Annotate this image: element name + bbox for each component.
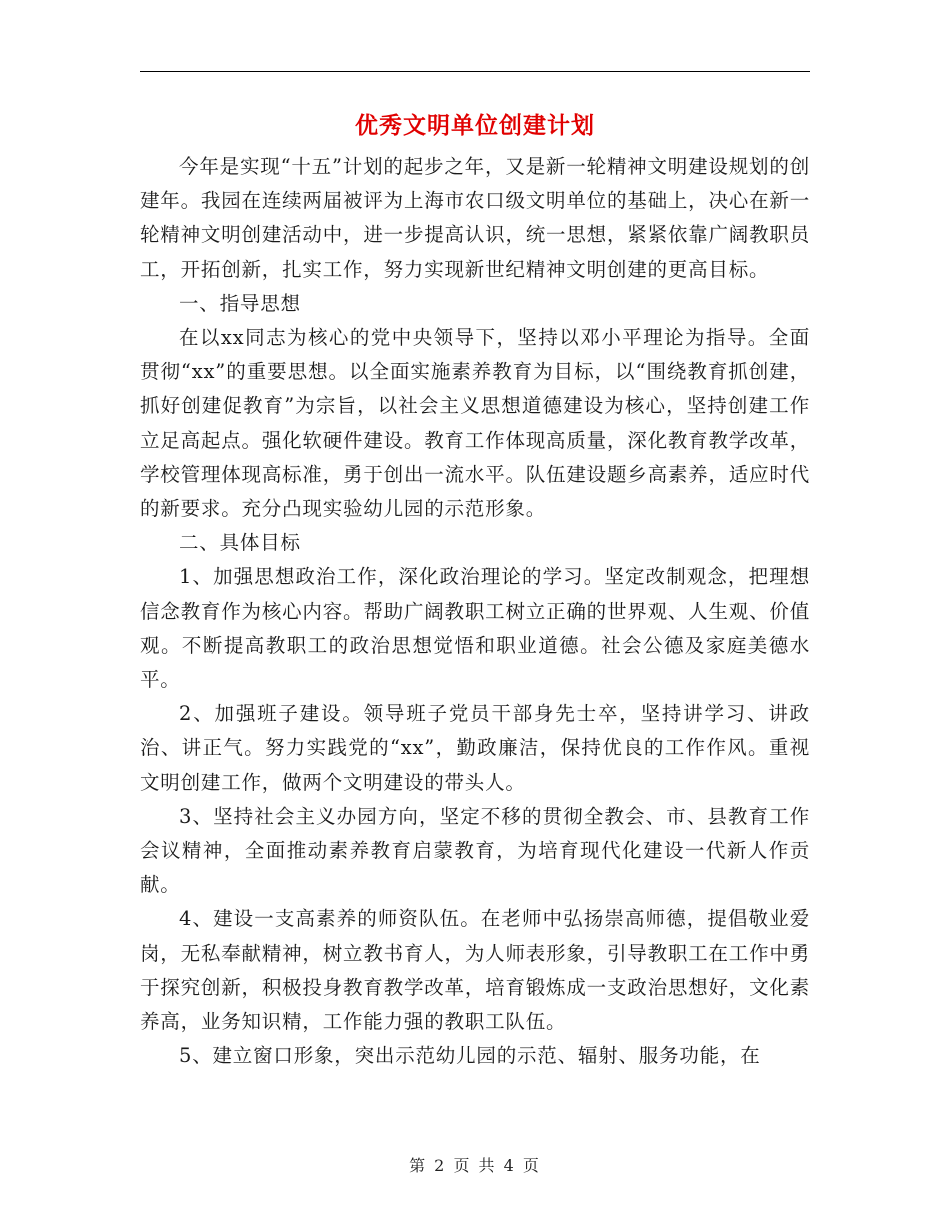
document-body: [140, 150, 810, 1073]
page-number: 第 2 页 共 4 页: [409, 1156, 541, 1175]
section-heading-guiding-thought: 一、指导思想: [179, 291, 301, 315]
goal-item-4: 4、建设一支高素养的师资队伍。在老师中弘扬崇高师德，提倡敬业爱岗，无私奉献精神，树立教书育人，为人师表形象，引导教职工在工作中勇于探究创新，积极投身教育教学改革，培育锻炼成一支政治思想好，文化素养高，业务知识精，工作能力强的教职工队伍。: [140, 907, 810, 1034]
document-title: 优秀文明单位创建计划: [355, 112, 595, 139]
goal-item-2: 2、加强班子建设。领导班子党员干部身先士卒，坚持讲学习、讲政治、讲正气。努力实践党的“xx”，勤政廉洁，保持优良的工作作风。重视文明创建工作，做两个文明建设的带头人。: [140, 702, 810, 794]
header-rule: [140, 71, 810, 72]
goal-item-3: 3、坚持社会主义办园方向，坚定不移的贯彻全教会、市、县教育工作会议精神，全面推动素养教育启蒙教育，为培育现代化建设一代新人作贡献。: [140, 804, 810, 897]
intro-paragraph: 今年是实现“十五”计划的起步之年，又是新一轮精神文明建设规划的创建年。我园在连续两届被评为上海市农口级文明单位的基础上，决心在新一轮精神文明创建活动中，进一步提高认识，统一思想，紧紧依靠广阔教职员工，开拓创新，扎实工作，努力实现新世纪精神文明创建的更高目标。: [140, 155, 810, 281]
section-heading-specific-goals: 二、具体目标: [179, 531, 301, 555]
goal-item-1: 1、加强思想政治工作，深化政治理论的学习。坚定改制观念，把理想信念教育作为核心内容。帮助广阔教职工树立正确的世界观、人生观、价值观。不断提高教职工的政治思想觉悟和职业道德。社会公德及家庭美德水平。: [140, 565, 810, 692]
goal-item-5: 5、建立窗口形象，突出示范幼儿园的示范、辐射、服务功能，在: [179, 1044, 761, 1068]
guiding-thought-paragraph: 在以xx同志为核心的党中央领导下，坚持以邓小平理论为指导。全面贯彻“xx”的重要思想。以全面实施素养教育为目标，以“围绕教育抓创建，抓好创建促教育”为宗旨，以社会主义思想道德建设为核心，坚持创建工作立足高起点。强化软硬件建设。教育工作体现高质量，深化教育教学改革，学校管理体现高标准，勇于创出一流水平。队伍建设题乡高素养，适应时代的新要求。充分凸现实验幼儿园的示范形象。: [140, 326, 810, 521]
